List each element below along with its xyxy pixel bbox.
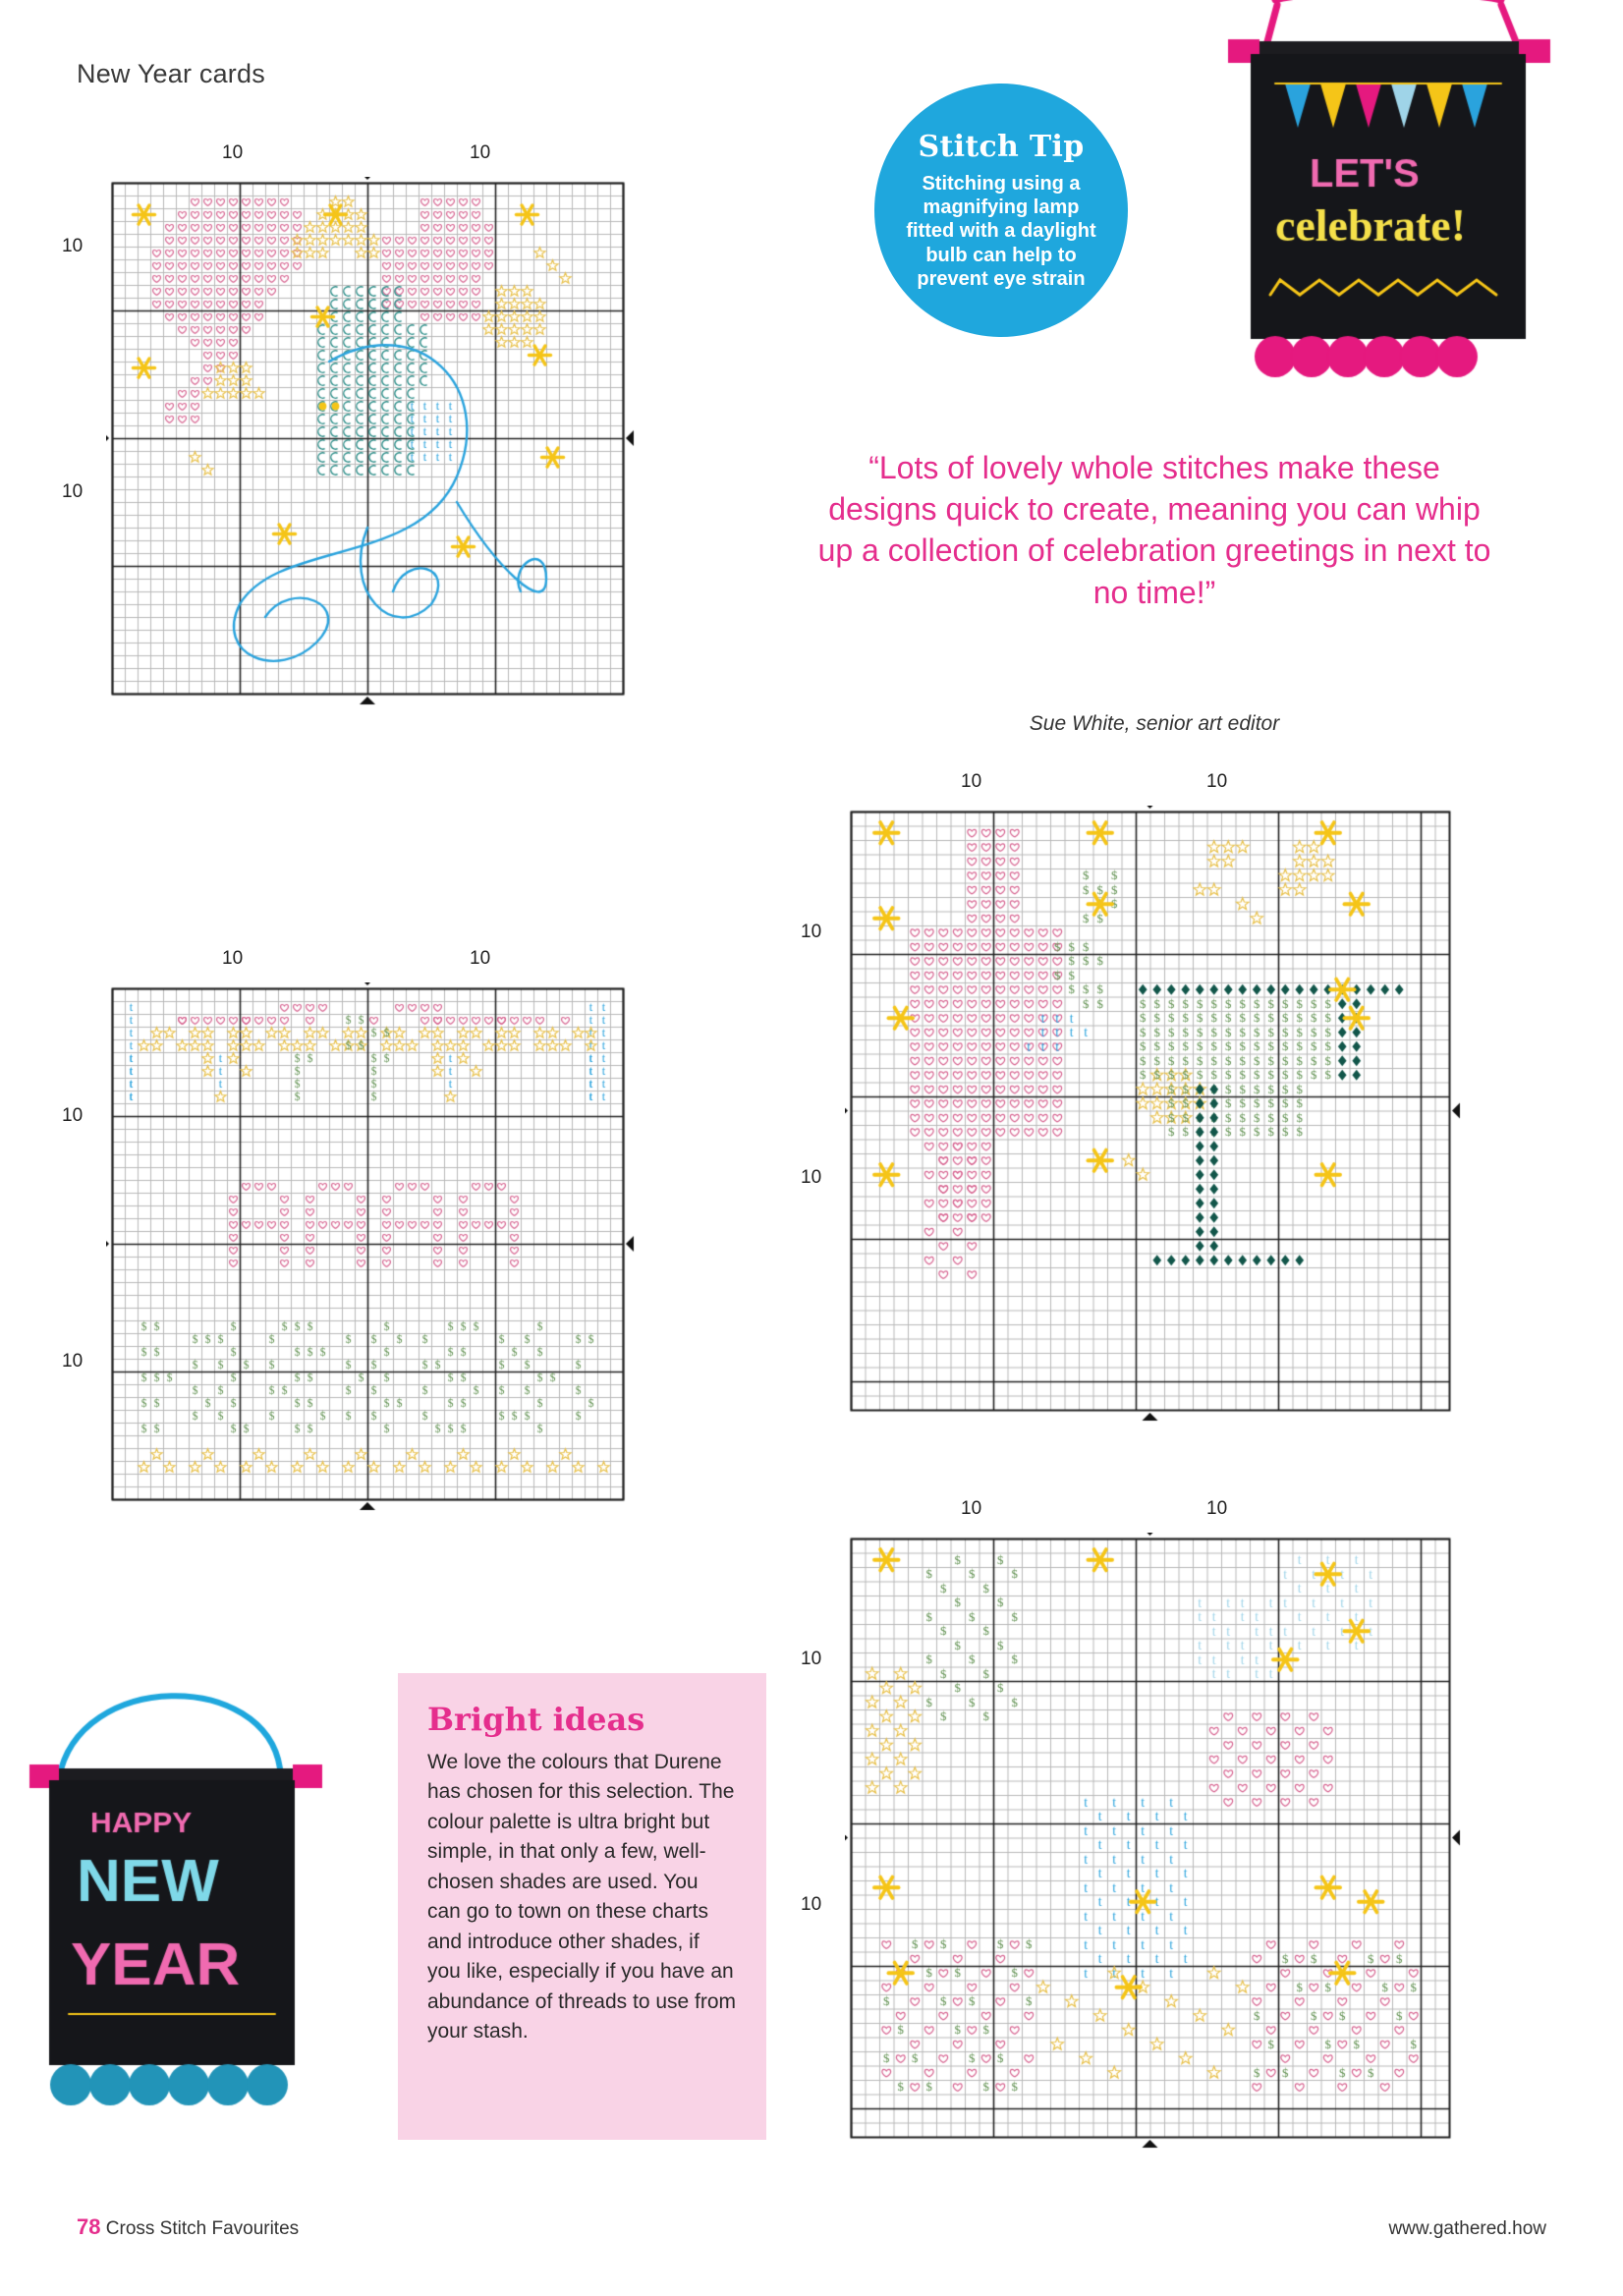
- pull-quote: “Lots of lovely whole stitches make these designs quick to create, meaning you can whip up a collection of celebration greetings in next to no time!”: [817, 450, 1491, 610]
- chart-champagne-label-top-left: 10: [961, 771, 982, 792]
- chart-2022-label-top-right: 10: [470, 948, 491, 969]
- chart-champagne-canvas: [845, 806, 1474, 1434]
- photo-lets-celebrate-banner: [1206, 0, 1570, 462]
- photo-happy-new-year-banner: [20, 1660, 373, 2152]
- chart-squirrel-canvas: [106, 177, 648, 719]
- chart-fireworks: [801, 1498, 1474, 2161]
- bright-ideas-body: We love the colours that Durene has chosen for this selection. The colour palette is ultra bright but simple, in that only a few, well-chosen shades are used. You can go to town on these charts and introduce other shades, if you like, especially if you have an abundance of threads to use from your stash.: [427, 1751, 737, 2043]
- chart-champagne-label-top-right: 10: [1206, 771, 1228, 792]
- stitch-tip-callout: [874, 84, 1128, 337]
- footer-publication: Cross Stitch Favourites: [105, 2218, 300, 2239]
- chart-fireworks-label-top-right: 10: [1206, 1498, 1228, 1519]
- chart-champagne-label-left-upper: 10: [801, 922, 822, 942]
- chart-squirrel: [62, 142, 648, 719]
- bright-ideas-box: [398, 1673, 766, 2140]
- chart-champagne-label-left-lower: 10: [801, 1167, 822, 1188]
- chart-squirrel-label-left-upper: 10: [62, 236, 84, 256]
- chart-2022: [62, 948, 648, 1525]
- pull-quote-attribution: Sue White, senior art editor: [1029, 712, 1280, 735]
- chart-2022-label-top-left: 10: [222, 948, 244, 969]
- footer-page-number: 78: [77, 2214, 101, 2239]
- bright-ideas-title: Bright ideas: [427, 1701, 645, 1738]
- footer-left: [77, 2214, 299, 2240]
- chart-2022-canvas: [106, 982, 648, 1525]
- chart-champagne: [801, 771, 1474, 1434]
- stitch-tip-title: Stitch Tip: [918, 129, 1085, 164]
- chart-fireworks-label-left-lower: 10: [801, 1894, 822, 1915]
- chart-squirrel-label-top-left: 10: [222, 142, 244, 163]
- stitch-tip-body: Stitching using a magnifying lamp fitted with a daylight bulb can help to prevent eye strain: [906, 172, 1096, 291]
- chart-2022-label-left-lower: 10: [62, 1351, 84, 1372]
- photo-happy-new-year-canvas: [20, 1660, 373, 2152]
- page-title: New Year cards: [77, 59, 265, 88]
- photo-lets-celebrate-canvas: [1206, 0, 1570, 462]
- chart-squirrel-label-left-lower: 10: [62, 481, 84, 502]
- chart-fireworks-label-top-left: 10: [961, 1498, 982, 1519]
- chart-fireworks-label-left-upper: 10: [801, 1649, 822, 1669]
- chart-squirrel-label-top-right: 10: [470, 142, 491, 163]
- chart-2022-label-left-upper: 10: [62, 1105, 84, 1126]
- footer-website: www.gathered.how: [1388, 2218, 1546, 2239]
- chart-fireworks-canvas: [845, 1533, 1474, 2161]
